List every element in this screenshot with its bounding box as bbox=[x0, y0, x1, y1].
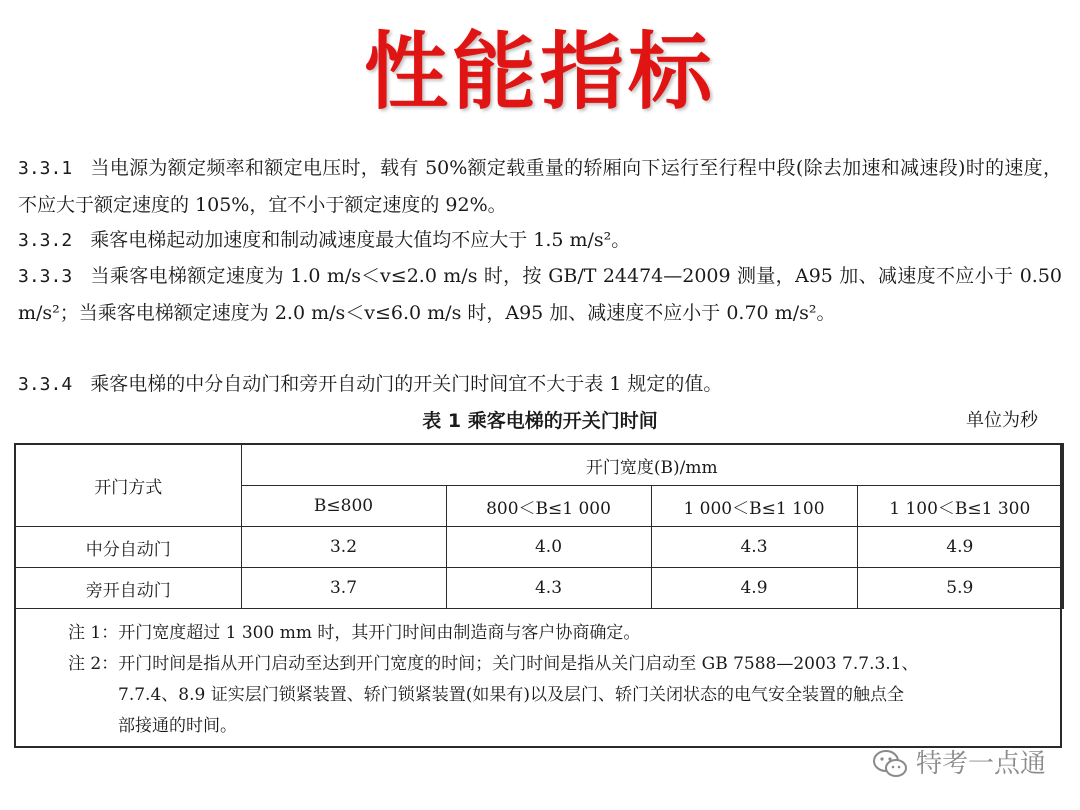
note-2: 注 2：开门时间是指从开门启动至达到开门宽度的时间；关门时间是指从关门启动至 GB 7588—2003 7.7.3.1、 bbox=[68, 654, 919, 674]
clause-text: 乘客电梯起动加速度和制动减速度最大值均不应大于 1.5 m/s²。 bbox=[90, 229, 631, 251]
row-label: 旁开自动门 bbox=[15, 568, 241, 609]
clause-3-3-1 bbox=[18, 150, 1062, 223]
clause-3-3-4 bbox=[18, 366, 1062, 403]
table-cell: 4.9 bbox=[651, 568, 857, 609]
note-1: 注 1：开门宽度超过 1 300 mm 时，其开门时间由制造商与客户协商确定。 bbox=[68, 623, 641, 643]
note-2-cont-2: 部接通的时间。 bbox=[118, 716, 237, 736]
clause-3-3-3 bbox=[18, 258, 1062, 331]
watermark-text: 特考一点通 bbox=[915, 749, 1046, 779]
table-unit: 单位为秒 bbox=[966, 410, 1038, 431]
table-cell: 4.3 bbox=[446, 568, 651, 609]
table-cell: 3.2 bbox=[241, 527, 446, 568]
table-cell: 4.0 bbox=[446, 527, 651, 568]
clause-text: 当乘客电梯额定速度为 1.0 m/s＜v≤2.0 m/s 时，按 GB/T 24474—2009 测量，A95 加、减速度不应小于 0.50 m/s²；当乘客电梯额定速度为 2.0 m/s＜v≤6.0 m/s 时，A95 加、减速度不应小于 0.70 m/s²。 bbox=[18, 265, 1062, 324]
table-cell: 4.9 bbox=[857, 527, 1063, 568]
watermark bbox=[872, 748, 1046, 780]
clause-number: 3.3.2 bbox=[18, 230, 73, 251]
table-cell: 3.7 bbox=[241, 568, 446, 609]
group-header: 开门宽度(B)/mm bbox=[241, 444, 1063, 486]
row-label: 中分自动门 bbox=[15, 527, 241, 568]
page-title: 性能指标 bbox=[363, 23, 716, 121]
clause-number: 3.3.4 bbox=[18, 374, 73, 395]
table-row bbox=[15, 527, 1063, 568]
column-header: 1 000＜B≤1 100 bbox=[651, 486, 857, 527]
column-header: 1 100＜B≤1 300 bbox=[857, 486, 1063, 527]
clause-number: 3.3.3 bbox=[18, 266, 73, 287]
column-header: 800＜B≤1 000 bbox=[446, 486, 651, 527]
clause-3-3-2 bbox=[18, 222, 1062, 259]
clause-number: 3.3.1 bbox=[18, 158, 73, 179]
wechat-icon bbox=[872, 749, 908, 779]
table-cell: 5.9 bbox=[857, 568, 1063, 609]
table-row bbox=[15, 568, 1063, 609]
table-caption: 表 1 乘客电梯的开关门时间 bbox=[422, 410, 658, 432]
table-cell: 4.3 bbox=[651, 527, 857, 568]
row-header: 开门方式 bbox=[15, 444, 241, 527]
clause-text: 乘客电梯的中分自动门和旁开自动门的开关门时间宜不大于表 1 规定的值。 bbox=[90, 373, 723, 395]
note-2-cont-1: 7.7.4、8.9 证实层门锁紧装置、轿门锁紧装置(如果有)以及层门、轿门关闭状态的电气安全装置的触点全 bbox=[118, 685, 904, 705]
column-header: B≤800 bbox=[241, 486, 446, 527]
door-time-table bbox=[14, 443, 1064, 609]
clause-text: 当电源为额定频率和额定电压时，载有 50%额定载重量的轿厢向下运行至行程中段(除去加速和减速段)时的速度，不应大于额定速度的 105%，宜不小于额定速度的 92%。 bbox=[18, 157, 1062, 216]
table-notes bbox=[68, 618, 1052, 742]
